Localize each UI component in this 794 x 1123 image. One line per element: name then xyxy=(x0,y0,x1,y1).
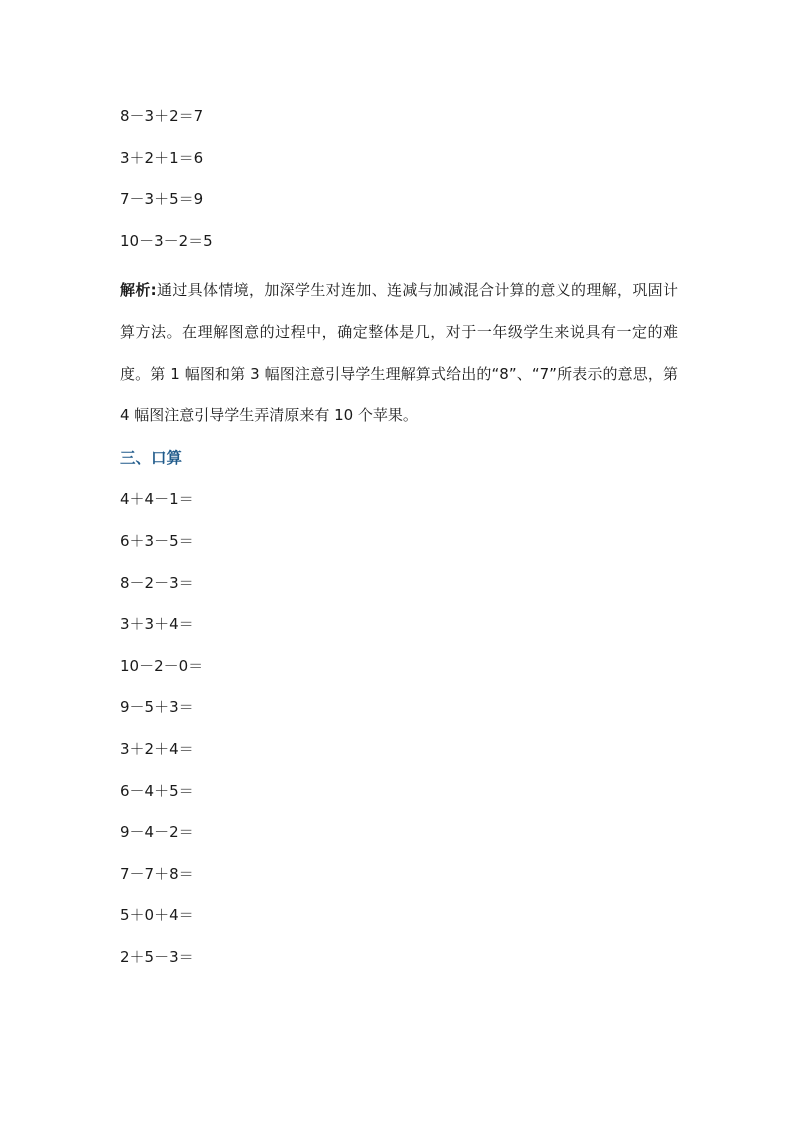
problem-line: 9－4－2＝ xyxy=(120,823,194,842)
problem-line: 9－5＋3＝ xyxy=(120,698,194,717)
problem-line: 6＋3－5＝ xyxy=(120,531,194,550)
problem-line: 7－7＋8＝ xyxy=(120,864,194,883)
problem-line: 4＋4－1＝ xyxy=(120,490,194,509)
problem-line: 6－4＋5＝ xyxy=(120,781,194,800)
section-heading-oral-arithmetic: 三、口算 xyxy=(120,448,183,467)
analysis-label: 解析: xyxy=(120,281,157,300)
answer-line: 10－3－2＝5 xyxy=(120,231,213,250)
problem-line: 8－2－3＝ xyxy=(120,573,194,592)
problem-line: 3＋3＋4＝ xyxy=(120,615,194,634)
document-page xyxy=(120,104,678,986)
answer-line: 3＋2＋1＝6 xyxy=(120,148,204,167)
problem-line: 3＋2＋4＝ xyxy=(120,739,194,758)
analysis-text: 通过具体情境，加深学生对连加、连减与加减混合计算的意义的理解，巩固计算方法。在理解图意的过程中，确定整体是几，对于一年级学生来说具有一定的难度。第 1 幅图和第 3 幅图注意引导学生理解算式给出的“8”、“7”所表示的意思，第 4 幅图注意引导学生弄清原来有 10 个苹果。 xyxy=(120,281,678,425)
answer-line: 8－3＋2＝7 xyxy=(120,107,204,125)
answer-line: 7－3＋5＝9 xyxy=(120,190,204,209)
analysis-paragraph xyxy=(120,270,678,436)
problem-line: 2＋5－3＝ xyxy=(120,947,194,966)
problem-line: 10－2－0＝ xyxy=(120,656,204,675)
problem-line: 5＋0＋4＝ xyxy=(120,906,194,925)
